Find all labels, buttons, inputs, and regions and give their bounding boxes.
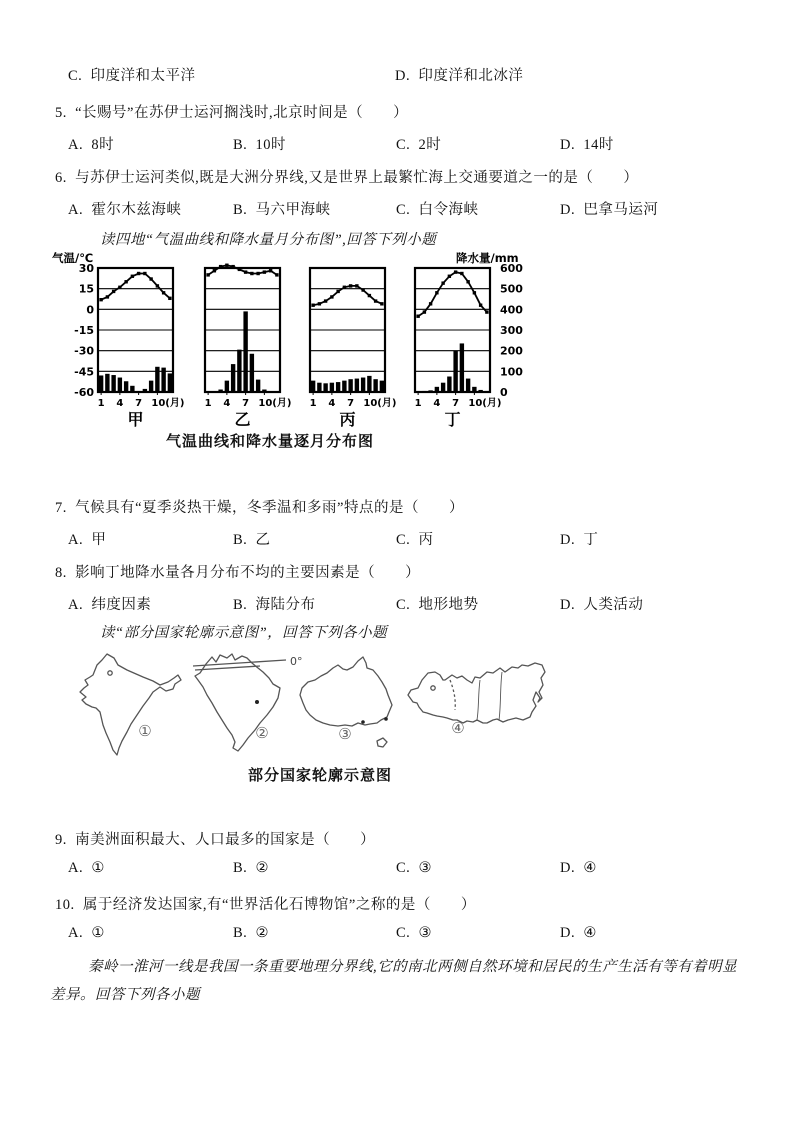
precip-bar [361, 378, 365, 392]
q9-options-row [55, 860, 775, 880]
q8-option-c: C. 地形地势 [396, 597, 479, 613]
map-caption: 部分国家轮廓示意图 [247, 767, 392, 784]
temp-tick-label: 30 [78, 262, 94, 275]
precip-bar [355, 379, 359, 392]
month-tick-label: 1 [97, 398, 105, 409]
precip-bar [149, 381, 153, 392]
question-8: 8. 影响丁地降水量各月分布不均的主要因素是（ ） [55, 565, 421, 581]
q10-option-a: A. ① [68, 925, 105, 941]
climograph-1 [98, 268, 185, 429]
city-marker [255, 700, 259, 704]
city-marker [384, 717, 388, 721]
q4-option-d: D. 印度洋和北冰洋 [395, 68, 524, 84]
q4-options-row [55, 64, 775, 84]
q6-options-row [55, 198, 775, 218]
precip-bar [168, 373, 172, 392]
q4-option-c: C. 印度洋和太平洋 [68, 68, 196, 84]
q8-option-b: B. 海陆分布 [233, 597, 316, 613]
precip-bar [466, 379, 470, 392]
city-marker [431, 686, 435, 690]
q8-option-d: D. 人类活动 [560, 597, 644, 613]
q6-option-d: D. 巴拿马运河 [560, 202, 659, 218]
closing-line-1: 秦岭一淮河一线是我国一条重要地理分界线,它的南北两侧自然环境和居民的生产生活有等有着明显 [88, 959, 738, 975]
precip-bar [161, 368, 165, 392]
climograph-4 [415, 268, 502, 429]
month-tick-label: 7 [135, 398, 143, 409]
climographs-svg [50, 250, 530, 430]
map-label-1: ① [138, 722, 152, 740]
temp-tick-label: -45 [74, 365, 94, 379]
australia-outline [300, 657, 392, 747]
chart-label: 丁 [444, 410, 461, 429]
russia-outline [408, 663, 545, 737]
ural-mountains-line [450, 680, 455, 710]
precip-bar [380, 381, 384, 392]
precip-bar [367, 376, 371, 392]
q10-options-row [55, 925, 775, 945]
equator-label: 0° [290, 655, 303, 668]
precip-tick-label: 100 [500, 365, 523, 379]
temp-curve [208, 265, 277, 275]
precip-bar [453, 351, 457, 392]
climograph-3 [310, 268, 397, 429]
temp-axis-title: 气温/℃ [52, 251, 94, 265]
precip-bar [348, 379, 352, 392]
q9-option-c: C. ③ [396, 860, 433, 876]
precip-bar [317, 383, 321, 392]
precip-bar [99, 375, 103, 392]
climograph-2 [205, 264, 292, 429]
question-5: 5. “长赐号”在苏伊士运河搁浅时,北京时间是（ ） [55, 105, 409, 121]
precip-bar [237, 350, 241, 392]
q7-option-d: D. 丁 [560, 532, 599, 548]
precip-bar [118, 378, 122, 392]
precip-bar [243, 311, 247, 392]
q5-option-b: B. 10时 [233, 137, 287, 153]
city-marker [108, 671, 112, 675]
chart-caption: 气温曲线和降水量逐月分布图 [165, 433, 374, 450]
question-7: 7. 气候具有“夏季炎热干燥，冬季温和多雨”特点的是（ ） [55, 500, 464, 516]
map-label-4: ④ [451, 719, 465, 737]
maps-intro: 读“部分国家轮廓示意图”，回答下列各小题 [100, 625, 388, 641]
month-tick-label: 1 [309, 398, 317, 409]
q5-options-row [55, 133, 775, 153]
chart-label: 乙 [234, 410, 251, 429]
precip-bar [250, 354, 254, 392]
q7-options-row [55, 528, 775, 548]
map-label-3: ③ [338, 725, 352, 743]
q10-option-c: C. ③ [396, 925, 433, 941]
month-tick-label: 4 [223, 398, 231, 409]
q6-option-a: A. 霍尔木兹海峡 [68, 202, 182, 218]
month-tick-label: 10(月) [151, 398, 185, 409]
country-outline-figure [50, 640, 590, 767]
month-tick-label: 4 [116, 398, 124, 409]
q5-option-d: D. 14时 [560, 137, 614, 153]
india-outline [80, 654, 181, 755]
q5-option-a: A. 8时 [68, 137, 115, 153]
q6-option-b: B. 马六甲海峡 [233, 202, 331, 218]
month-tick-label: 10(月) [258, 398, 292, 409]
q8-option-a: A. 纬度因素 [68, 597, 152, 613]
chart-label: 甲 [127, 410, 144, 429]
temp-tick-label: -15 [74, 324, 94, 337]
question-9: 9. 南美洲面积最大、人口最多的国家是（ ） [55, 832, 376, 848]
charts-intro: 读四地“气温曲线和降水量月分布图”,回答下列小题 [100, 232, 437, 248]
precip-tick-label: 300 [500, 324, 523, 337]
precip-bar [155, 367, 159, 392]
temp-tick-label: -30 [74, 344, 94, 358]
precip-bar [105, 374, 109, 392]
precip-bar [373, 379, 377, 392]
q5-option-c: C. 2时 [396, 137, 442, 153]
precip-bar [225, 381, 229, 392]
question-6: 6. 与苏伊士运河类似,既是大洲分界线,又是世界上最繁忙海上交通要道之一的是（ ） [55, 170, 639, 186]
climographs-figure [50, 250, 530, 435]
closing-line-2: 差异。回答下列各小题 [50, 987, 200, 1003]
precip-bar [311, 381, 315, 392]
q7-option-b: B. 乙 [233, 532, 271, 548]
temp-tick-label: 0 [86, 303, 94, 317]
q10-option-b: B. ② [233, 925, 270, 941]
map-label-2: ② [255, 724, 269, 742]
river-line [477, 680, 480, 720]
precip-bar [336, 382, 340, 392]
precip-tick-label: 600 [500, 262, 523, 275]
closing-paragraph [50, 953, 750, 1009]
precip-bar [330, 383, 334, 392]
month-tick-label: 7 [347, 398, 355, 409]
q9-option-d: D. ④ [560, 860, 597, 876]
month-tick-label: 7 [242, 398, 250, 409]
q7-option-c: C. 丙 [396, 532, 434, 548]
precip-bar [447, 377, 451, 393]
country-outline-svg [50, 640, 590, 762]
precip-tick-label: 200 [500, 344, 523, 358]
tasmania-outline [377, 738, 387, 747]
q6-option-c: C. 白令海峡 [396, 202, 479, 218]
precip-axis-title: 降水量/mm [456, 251, 519, 265]
temp-curve [101, 274, 170, 300]
q7-option-a: A. 甲 [68, 532, 107, 548]
temp-tick-label: -60 [74, 386, 94, 399]
temp-tick-label: 15 [78, 282, 94, 296]
question-10: 10. 属于经济发达国家,有“世界活化石博物馆”之称的是（ ） [55, 897, 476, 913]
month-tick-label: 1 [414, 398, 422, 409]
month-tick-label: 4 [433, 398, 441, 409]
chart-label: 丙 [339, 410, 356, 429]
month-tick-label: 1 [204, 398, 212, 409]
month-tick-label: 10(月) [363, 398, 397, 409]
precip-bar [441, 383, 445, 392]
city-marker [361, 720, 365, 724]
precip-bar [460, 343, 464, 392]
month-tick-label: 4 [328, 398, 336, 409]
precip-bar [124, 381, 128, 392]
q9-option-b: B. ② [233, 860, 270, 876]
precip-bar [111, 375, 115, 392]
brazil-outline [193, 654, 303, 751]
river-line [499, 672, 502, 720]
precip-bar [342, 381, 346, 392]
precip-bar [256, 380, 260, 392]
precip-tick-label: 0 [500, 386, 508, 399]
precip-bar [231, 364, 235, 392]
month-tick-label: 10(月) [468, 398, 502, 409]
month-tick-label: 7 [452, 398, 460, 409]
precip-tick-label: 500 [500, 282, 523, 296]
precip-bar [323, 383, 327, 392]
q9-option-a: A. ① [68, 860, 105, 876]
q10-option-d: D. ④ [560, 925, 597, 941]
precip-tick-label: 400 [500, 303, 523, 317]
q8-options-row [55, 593, 775, 613]
